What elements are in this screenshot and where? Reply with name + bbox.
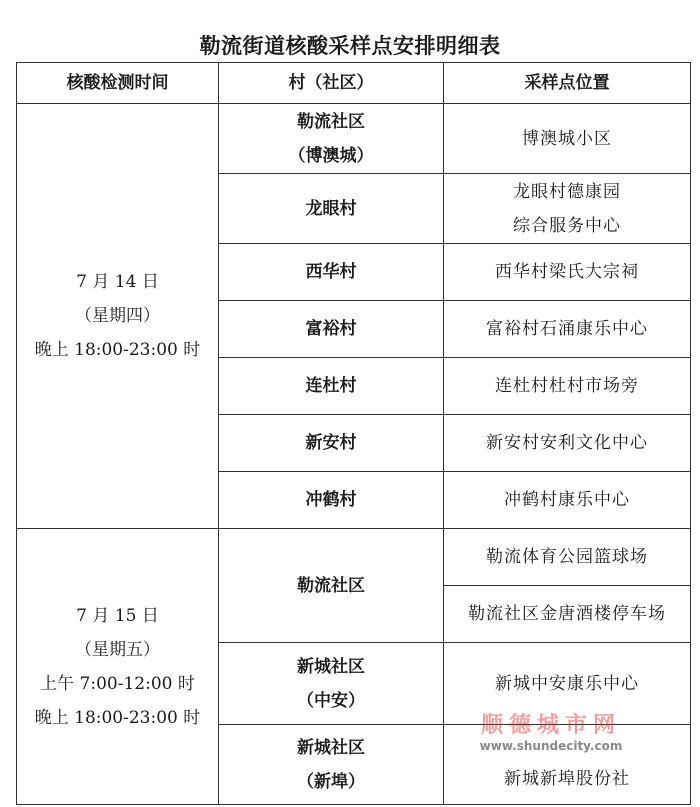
day1-time-cell [17,104,219,529]
village-cell [219,104,444,174]
day2-hours-evening: 晚上 18:00-23:00 时 [34,707,201,728]
location-cell [444,174,691,244]
sampling-schedule-table [16,62,691,805]
village-name: 勒流社区 [297,111,365,132]
day1-weekday: （星期四） [75,306,160,326]
location-name: 新城新埠股份社 [504,769,630,789]
header-village: 村（社区） [219,63,444,104]
day2-date: 7 月 15 日 [76,605,159,626]
village-cell: 勒流社区 [219,529,444,643]
location-cell: 勒流体育公园篮球场 [444,529,691,586]
location-cell: 富裕村石涌康乐中心 [444,301,691,358]
village-name: 新城社区 [297,656,365,677]
location-name: 博澳城小区 [522,128,612,149]
location-cell [444,104,691,174]
village-cell [219,174,444,244]
village-cell [219,725,444,805]
location-cell [444,725,691,805]
village-subname: （新埠） [297,771,365,792]
location-cell: 西华村梁氏大宗祠 [444,244,691,301]
location-cell: 连杜村杜村市场旁 [444,358,691,415]
village-cell [219,643,444,725]
village-name: 龙眼村 [305,198,357,219]
table-row [17,529,691,586]
watermark-text: 顺德城市网 [480,713,621,738]
day2-hours-morning: 上午 7:00-12:00 时 [40,673,195,694]
day2-weekday: （星期五） [75,639,160,660]
location-cell: 新安村安利文化中心 [444,415,691,472]
header-location: 采样点位置 [444,63,691,104]
village-cell: 西华村 [219,244,444,301]
location-cell: 勒流社区金唐酒楼停车场 [444,586,691,643]
location-name-line2: 综合服务中心 [513,215,621,236]
watermark-url: www.shundecity.com [479,739,623,753]
village-subname: （博澳城） [288,145,374,166]
table-header-row [17,63,691,104]
day1-date: 7 月 14 日 [76,272,159,292]
header-time: 核酸检测时间 [17,63,219,104]
village-cell: 冲鹤村 [219,472,444,529]
village-cell: 连杜村 [219,358,444,415]
day1-hours: 晚上 18:00-23:00 时 [34,340,201,360]
location-name: 龙眼村德康园 [513,181,621,202]
page-title: 勒流街道核酸采样点安排明细表 [199,33,501,58]
table-row [17,104,691,174]
location-cell: 冲鹤村康乐中心 [444,472,691,529]
day2-time-cell [17,529,219,805]
location-cell: 新城中安康乐中心 [444,643,691,725]
village-cell: 新安村 [219,415,444,472]
village-name: 新城社区 [297,737,365,758]
village-subname: （中安） [297,690,365,711]
village-cell: 富裕村 [219,301,444,358]
